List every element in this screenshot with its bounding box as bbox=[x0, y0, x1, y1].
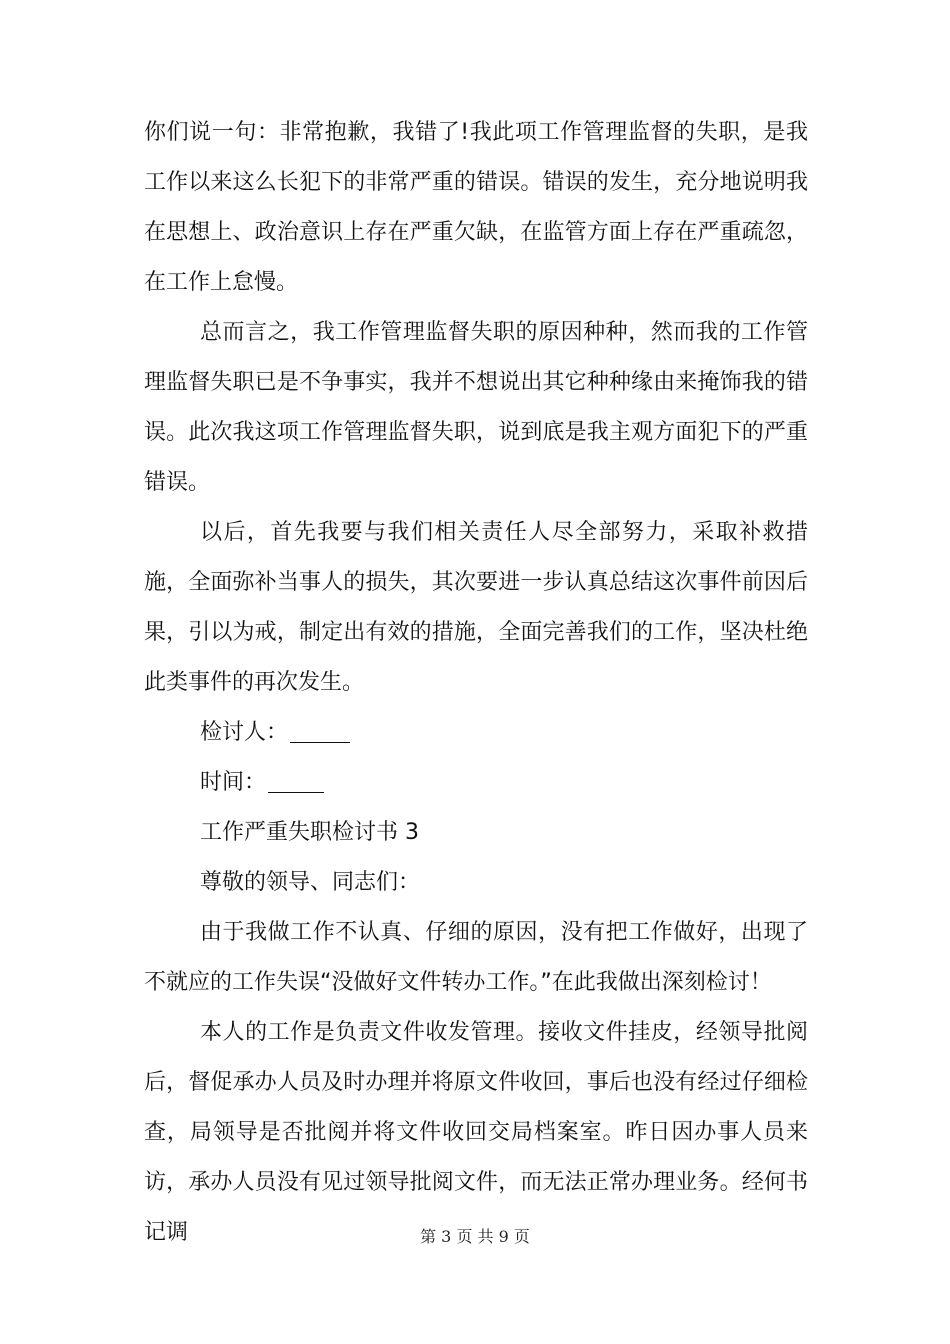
paragraph-2: 总而言之，我工作管理监督失职的原因种种，然而我的工作管理监督失职已是不争事实，我并不想说出其它种种缘由来掩饰我的错误。此次我这项工作管理监督失职，说到底是我主观方面犯下的严重错误。 bbox=[144, 320, 808, 495]
document-body bbox=[144, 108, 808, 1258]
time-label: 时间： bbox=[200, 770, 267, 795]
salutation: 尊敬的领导、同志们： bbox=[200, 870, 421, 895]
paragraph-1: 你们说一句：非常抱歉，我错了!我此项工作管理监督的失职，是我工作以来这么长犯下的非常严重的错误。错误的发生，充分地说明我在思想上、政治意识上存在严重欠缺，在监管方面上存在严重疏忽，在工作上怠慢。 bbox=[144, 120, 808, 295]
paragraph-3: 以后，首先我要与我们相关责任人尽全部努力，采取补救措施，全面弥补当事人的损失，其次要进一步认真总结这次事件前因后果，引以为戒，制定出有效的措施，全面完善我们的工作，坚决杜绝此类事件的再次发生。 bbox=[144, 520, 808, 695]
body-paragraph-2: 本人的工作是负责文件收发管理。接收文件挂皮，经领导批阅后，督促承办人员及时办理并将原文件收回，事后也没有经过仔细检查，局领导是否批阅并将文件收回交局档案室。昨日因办事人员来访，承办人员没有见过领导批阅文件，而无法正常办理业务。经何书记调 bbox=[144, 1020, 808, 1245]
signature-line bbox=[144, 708, 808, 758]
time-line bbox=[144, 758, 808, 808]
body-paragraph-1: 由于我做工作不认真、仔细的原因，没有把工作做好，出现了不就应的工作失误“没做好文件转办工作。”在此我做出深刻检讨！ bbox=[144, 920, 808, 995]
signature-blank bbox=[290, 741, 350, 743]
section-title: 工作严重失职检讨书 3 bbox=[200, 820, 419, 845]
page-footer: 第 3 页 共 9 页 bbox=[420, 1227, 530, 1246]
time-blank bbox=[268, 791, 324, 793]
signature-label: 检讨人： bbox=[200, 720, 289, 745]
